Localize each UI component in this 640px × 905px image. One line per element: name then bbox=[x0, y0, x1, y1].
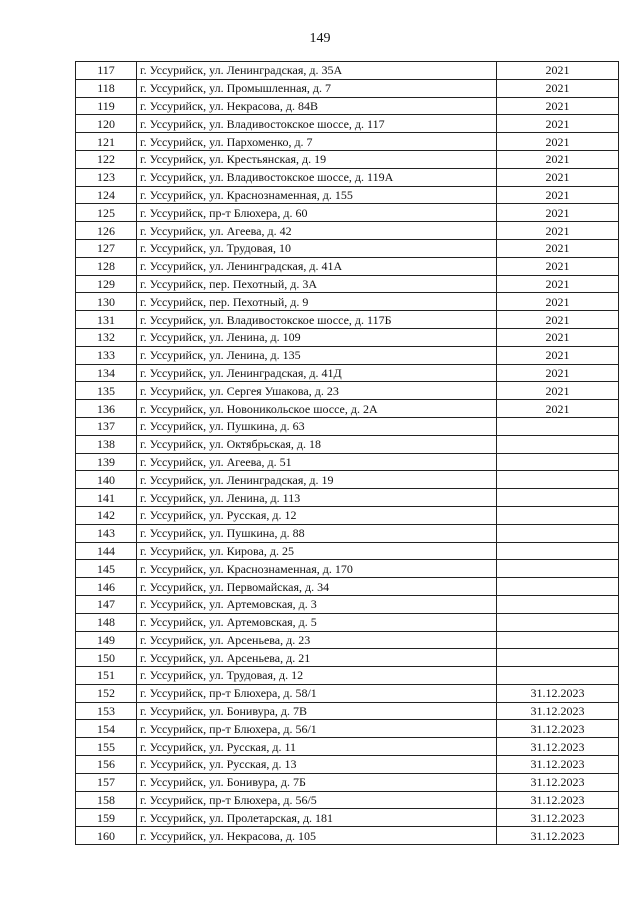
table-row bbox=[76, 506, 619, 524]
address-cell: г. Уссурийск, пер. Пехотный, д. 3А bbox=[137, 275, 497, 293]
table-row bbox=[76, 400, 619, 418]
table-row bbox=[76, 204, 619, 222]
table-row bbox=[76, 738, 619, 756]
row-number-cell: 122 bbox=[76, 150, 137, 168]
table-row bbox=[76, 453, 619, 471]
date-cell bbox=[497, 578, 619, 596]
row-number-cell: 137 bbox=[76, 417, 137, 435]
address-cell: г. Уссурийск, ул. Ленинградская, д. 35А bbox=[137, 62, 497, 80]
date-cell: 2021 bbox=[497, 346, 619, 364]
address-cell: г. Уссурийск, ул. Трудовая, 10 bbox=[137, 239, 497, 257]
date-cell: 2021 bbox=[497, 382, 619, 400]
address-cell: г. Уссурийск, ул. Русская, д. 12 bbox=[137, 506, 497, 524]
row-number-cell: 141 bbox=[76, 489, 137, 507]
row-number-cell: 148 bbox=[76, 613, 137, 631]
row-number-cell: 151 bbox=[76, 667, 137, 685]
date-cell: 31.12.2023 bbox=[497, 720, 619, 738]
row-number-cell: 126 bbox=[76, 222, 137, 240]
date-cell bbox=[497, 506, 619, 524]
date-cell: 2021 bbox=[497, 186, 619, 204]
address-cell: г. Уссурийск, ул. Промышленная, д. 7 bbox=[137, 79, 497, 97]
address-cell: г. Уссурийск, ул. Ленинградская, д. 41А bbox=[137, 257, 497, 275]
table-row bbox=[76, 435, 619, 453]
address-cell: г. Уссурийск, ул. Крестьянская, д. 19 bbox=[137, 150, 497, 168]
row-number-cell: 154 bbox=[76, 720, 137, 738]
address-cell: г. Уссурийск, ул. Владивостокское шоссе, д. 117Б bbox=[137, 311, 497, 329]
address-cell: г. Уссурийск, ул. Ленина, д. 135 bbox=[137, 346, 497, 364]
date-cell: 31.12.2023 bbox=[497, 827, 619, 845]
row-number-cell: 120 bbox=[76, 115, 137, 133]
address-cell: г. Уссурийск, ул. Русская, д. 11 bbox=[137, 738, 497, 756]
date-cell bbox=[497, 435, 619, 453]
row-number-cell: 156 bbox=[76, 756, 137, 774]
row-number-cell: 119 bbox=[76, 97, 137, 115]
address-cell: г. Уссурийск, ул. Артемовская, д. 3 bbox=[137, 595, 497, 613]
date-cell: 31.12.2023 bbox=[497, 738, 619, 756]
date-cell: 2021 bbox=[497, 79, 619, 97]
row-number-cell: 159 bbox=[76, 809, 137, 827]
address-cell: г. Уссурийск, ул. Ленина, д. 113 bbox=[137, 489, 497, 507]
address-cell: г. Уссурийск, ул. Ленинградская, д. 19 bbox=[137, 471, 497, 489]
table-row bbox=[76, 382, 619, 400]
date-cell bbox=[497, 471, 619, 489]
date-cell: 2021 bbox=[497, 62, 619, 80]
address-cell: г. Уссурийск, ул. Пушкина, д. 88 bbox=[137, 524, 497, 542]
row-number-cell: 144 bbox=[76, 542, 137, 560]
date-cell: 2021 bbox=[497, 328, 619, 346]
address-cell: г. Уссурийск, ул. Агеева, д. 51 bbox=[137, 453, 497, 471]
table-row bbox=[76, 667, 619, 685]
date-cell: 2021 bbox=[497, 97, 619, 115]
table-row bbox=[76, 115, 619, 133]
table-row bbox=[76, 311, 619, 329]
date-cell: 2021 bbox=[497, 115, 619, 133]
date-cell bbox=[497, 613, 619, 631]
table-row bbox=[76, 791, 619, 809]
table-row bbox=[76, 613, 619, 631]
row-number-cell: 121 bbox=[76, 133, 137, 151]
date-cell: 31.12.2023 bbox=[497, 702, 619, 720]
address-cell: г. Уссурийск, пр-т Блюхера, д. 60 bbox=[137, 204, 497, 222]
address-cell: г. Уссурийск, ул. Краснознаменная, д. 170 bbox=[137, 560, 497, 578]
address-cell: г. Уссурийск, пр-т Блюхера, д. 56/1 bbox=[137, 720, 497, 738]
row-number-cell: 131 bbox=[76, 311, 137, 329]
row-number-cell: 142 bbox=[76, 506, 137, 524]
table-row bbox=[76, 631, 619, 649]
table-row bbox=[76, 773, 619, 791]
date-cell: 2021 bbox=[497, 275, 619, 293]
address-cell: г. Уссурийск, ул. Новоникольское шоссе, д. 2А bbox=[137, 400, 497, 418]
table-row bbox=[76, 275, 619, 293]
date-cell: 2021 bbox=[497, 257, 619, 275]
address-cell: г. Уссурийск, ул. Владивостокское шоссе, д. 117 bbox=[137, 115, 497, 133]
address-cell: г. Уссурийск, ул. Пархоменко, д. 7 bbox=[137, 133, 497, 151]
table-row bbox=[76, 328, 619, 346]
date-cell: 2021 bbox=[497, 400, 619, 418]
address-cell: г. Уссурийск, ул. Октябрьская, д. 18 bbox=[137, 435, 497, 453]
date-cell: 31.12.2023 bbox=[497, 791, 619, 809]
address-cell: г. Уссурийск, пер. Пехотный, д. 9 bbox=[137, 293, 497, 311]
address-cell: г. Уссурийск, ул. Трудовая, д. 12 bbox=[137, 667, 497, 685]
row-number-cell: 136 bbox=[76, 400, 137, 418]
table-row bbox=[76, 133, 619, 151]
address-cell: г. Уссурийск, ул. Пролетарская, д. 181 bbox=[137, 809, 497, 827]
date-cell: 2021 bbox=[497, 204, 619, 222]
table-row bbox=[76, 809, 619, 827]
table-row bbox=[76, 150, 619, 168]
row-number-cell: 135 bbox=[76, 382, 137, 400]
address-cell: г. Уссурийск, ул. Бонивура, д. 7Б bbox=[137, 773, 497, 791]
date-cell bbox=[497, 453, 619, 471]
row-number-cell: 157 bbox=[76, 773, 137, 791]
address-cell: г. Уссурийск, ул. Краснознаменная, д. 155 bbox=[137, 186, 497, 204]
table-row bbox=[76, 702, 619, 720]
address-cell: г. Уссурийск, ул. Артемовская, д. 5 bbox=[137, 613, 497, 631]
date-cell bbox=[497, 560, 619, 578]
row-number-cell: 147 bbox=[76, 595, 137, 613]
date-cell: 31.12.2023 bbox=[497, 756, 619, 774]
row-number-cell: 128 bbox=[76, 257, 137, 275]
date-cell: 31.12.2023 bbox=[497, 684, 619, 702]
table-row bbox=[76, 79, 619, 97]
row-number-cell: 130 bbox=[76, 293, 137, 311]
date-cell: 2021 bbox=[497, 168, 619, 186]
address-table-body bbox=[76, 62, 619, 845]
row-number-cell: 124 bbox=[76, 186, 137, 204]
table-row bbox=[76, 186, 619, 204]
table-row bbox=[76, 595, 619, 613]
address-cell: г. Уссурийск, пр-т Блюхера, д. 58/1 bbox=[137, 684, 497, 702]
address-cell: г. Уссурийск, ул. Агеева, д. 42 bbox=[137, 222, 497, 240]
date-cell bbox=[497, 489, 619, 507]
table-row bbox=[76, 97, 619, 115]
date-cell bbox=[497, 417, 619, 435]
table-row bbox=[76, 168, 619, 186]
row-number-cell: 117 bbox=[76, 62, 137, 80]
table-row bbox=[76, 542, 619, 560]
table-row bbox=[76, 524, 619, 542]
address-cell: г. Уссурийск, ул. Владивостокское шоссе, д. 119А bbox=[137, 168, 497, 186]
table-row bbox=[76, 720, 619, 738]
date-cell bbox=[497, 595, 619, 613]
date-cell: 2021 bbox=[497, 150, 619, 168]
table-row bbox=[76, 346, 619, 364]
table-row bbox=[76, 417, 619, 435]
address-table bbox=[75, 61, 619, 845]
address-cell: г. Уссурийск, ул. Сергея Ушакова, д. 23 bbox=[137, 382, 497, 400]
table-row bbox=[76, 560, 619, 578]
address-cell: г. Уссурийск, ул. Бонивура, д. 7В bbox=[137, 702, 497, 720]
address-cell: г. Уссурийск, ул. Ленинградская, д. 41Д bbox=[137, 364, 497, 382]
row-number-cell: 155 bbox=[76, 738, 137, 756]
table-row bbox=[76, 649, 619, 667]
row-number-cell: 150 bbox=[76, 649, 137, 667]
row-number-cell: 143 bbox=[76, 524, 137, 542]
address-cell: г. Уссурийск, ул. Русская, д. 13 bbox=[137, 756, 497, 774]
row-number-cell: 118 bbox=[76, 79, 137, 97]
table-row bbox=[76, 257, 619, 275]
address-cell: г. Уссурийск, ул. Пушкина, д. 63 bbox=[137, 417, 497, 435]
row-number-cell: 146 bbox=[76, 578, 137, 596]
row-number-cell: 133 bbox=[76, 346, 137, 364]
date-cell: 31.12.2023 bbox=[497, 773, 619, 791]
address-cell: г. Уссурийск, ул. Некрасова, д. 105 bbox=[137, 827, 497, 845]
address-cell: г. Уссурийск, ул. Некрасова, д. 84В bbox=[137, 97, 497, 115]
row-number-cell: 139 bbox=[76, 453, 137, 471]
row-number-cell: 145 bbox=[76, 560, 137, 578]
date-cell: 2021 bbox=[497, 293, 619, 311]
date-cell bbox=[497, 542, 619, 560]
row-number-cell: 152 bbox=[76, 684, 137, 702]
date-cell bbox=[497, 631, 619, 649]
address-cell: г. Уссурийск, ул. Арсеньева, д. 23 bbox=[137, 631, 497, 649]
date-cell bbox=[497, 649, 619, 667]
date-cell bbox=[497, 667, 619, 685]
address-cell: г. Уссурийск, пр-т Блюхера, д. 56/5 bbox=[137, 791, 497, 809]
table-row bbox=[76, 578, 619, 596]
table-row bbox=[76, 293, 619, 311]
row-number-cell: 140 bbox=[76, 471, 137, 489]
table-row bbox=[76, 364, 619, 382]
row-number-cell: 123 bbox=[76, 168, 137, 186]
date-cell: 2021 bbox=[497, 133, 619, 151]
address-cell: г. Уссурийск, ул. Кирова, д. 25 bbox=[137, 542, 497, 560]
row-number-cell: 125 bbox=[76, 204, 137, 222]
row-number-cell: 158 bbox=[76, 791, 137, 809]
date-cell: 2021 bbox=[497, 311, 619, 329]
table-row bbox=[76, 222, 619, 240]
date-cell bbox=[497, 524, 619, 542]
address-cell: г. Уссурийск, ул. Арсеньева, д. 21 bbox=[137, 649, 497, 667]
row-number-cell: 129 bbox=[76, 275, 137, 293]
row-number-cell: 153 bbox=[76, 702, 137, 720]
date-cell: 31.12.2023 bbox=[497, 809, 619, 827]
row-number-cell: 149 bbox=[76, 631, 137, 649]
date-cell: 2021 bbox=[497, 239, 619, 257]
row-number-cell: 132 bbox=[76, 328, 137, 346]
address-cell: г. Уссурийск, ул. Первомайская, д. 34 bbox=[137, 578, 497, 596]
row-number-cell: 160 bbox=[76, 827, 137, 845]
page-number: 149 bbox=[309, 31, 331, 46]
row-number-cell: 127 bbox=[76, 239, 137, 257]
date-cell: 2021 bbox=[497, 222, 619, 240]
table-row bbox=[76, 827, 619, 845]
table-row bbox=[76, 684, 619, 702]
row-number-cell: 134 bbox=[76, 364, 137, 382]
address-cell: г. Уссурийск, ул. Ленина, д. 109 bbox=[137, 328, 497, 346]
row-number-cell: 138 bbox=[76, 435, 137, 453]
date-cell: 2021 bbox=[497, 364, 619, 382]
table-row bbox=[76, 756, 619, 774]
table-row bbox=[76, 489, 619, 507]
table-row bbox=[76, 239, 619, 257]
table-row bbox=[76, 471, 619, 489]
table-row bbox=[76, 62, 619, 80]
